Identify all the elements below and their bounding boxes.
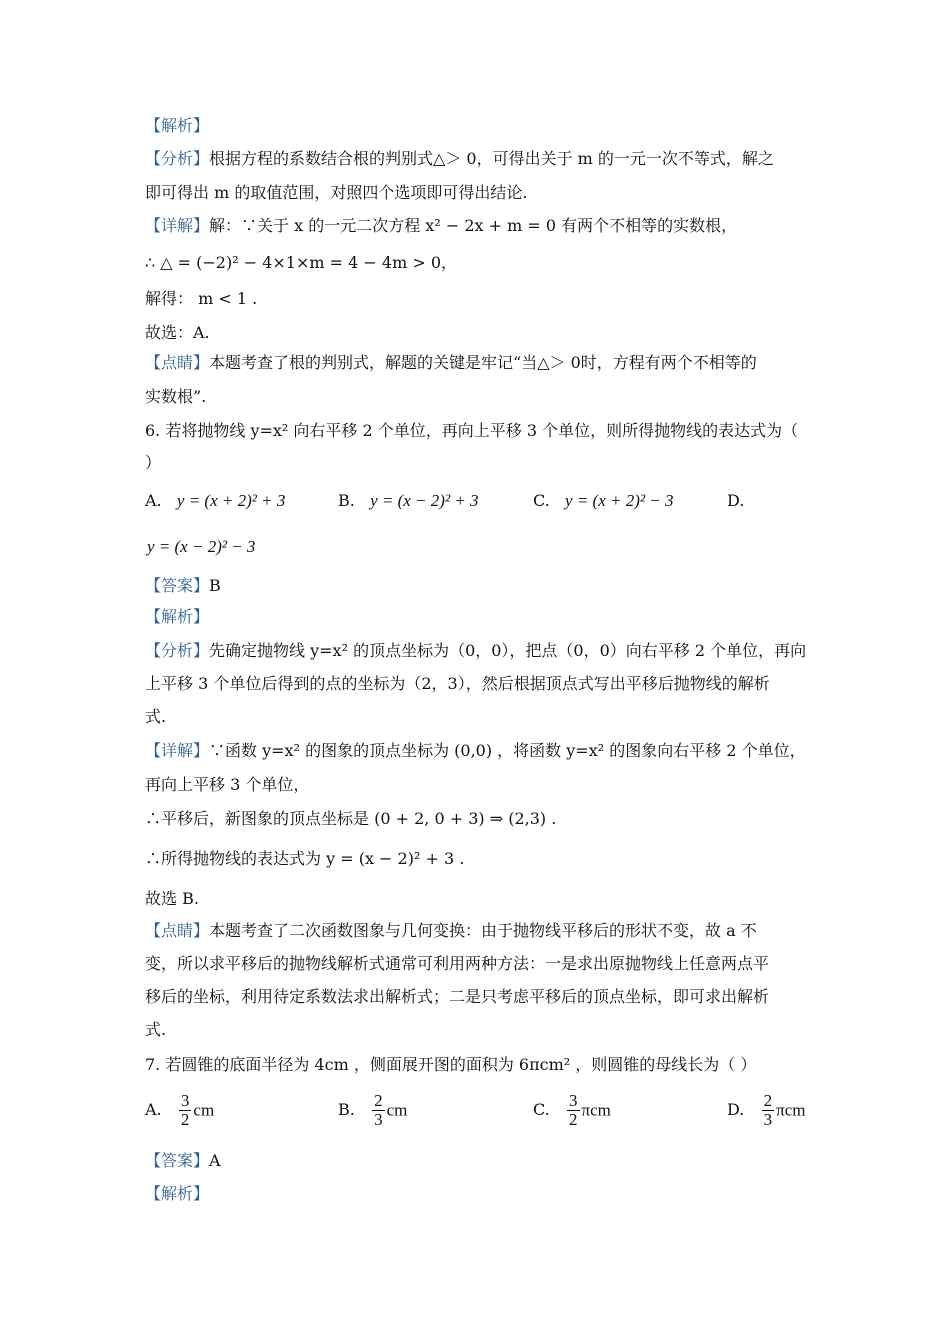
- unit: πcm: [776, 1100, 806, 1120]
- q6-option-b: [338, 490, 479, 512]
- denominator: 2: [180, 1110, 190, 1129]
- option-label: B.: [338, 1100, 355, 1119]
- fenxi-line-1: [145, 148, 774, 170]
- tag-xiangjie: 【详解】: [145, 216, 210, 235]
- q7-option-c: [533, 1092, 611, 1129]
- fraction: [567, 1092, 580, 1129]
- jiexi-heading: [145, 115, 209, 137]
- q6-option-d-label: D.: [727, 491, 745, 510]
- choice-line: 故选：A.: [145, 323, 210, 342]
- unit: πcm: [581, 1100, 611, 1120]
- q6-dianjing-line-4: 式.: [145, 1020, 167, 1039]
- answer-value: A: [209, 1151, 221, 1170]
- q6-dianjing-line-3: 移后的坐标，利用待定系数法求出解析式；二是只考虑平移后的顶点坐标，即可求出解析: [145, 987, 770, 1006]
- tag-dianjing: 【点睛】: [145, 353, 210, 372]
- q7-answer: [145, 1150, 221, 1172]
- numerator: 3: [569, 1091, 578, 1110]
- numerator: 2: [374, 1091, 383, 1110]
- q6-dianjing-line-1: [145, 920, 757, 942]
- q6-stem-line-2: ）: [145, 453, 162, 472]
- tag-fenxi: 【分析】: [145, 149, 210, 168]
- option-expr: y = (x − 2)² + 3: [370, 491, 479, 510]
- dianjing-line-1: [145, 352, 757, 374]
- tag-daan: 【答案】: [145, 1151, 210, 1170]
- tag-jiexi: 【解析】: [145, 1184, 210, 1203]
- numerator: 2: [763, 1091, 773, 1110]
- answer-value: B: [209, 576, 221, 595]
- dianjing-text: 本题考查了二次函数图象与几何变换：由于抛物线平移后的形状不变，故 a 不: [209, 921, 757, 940]
- fraction: [179, 1092, 192, 1129]
- xiangjie-text: ∵函数 y=x² 的图象的顶点坐标为 (0,0) ，将函数 y=x² 的图象向右平移 2 个单位，: [209, 741, 806, 760]
- unit: cm: [193, 1100, 215, 1120]
- tag-jiexi: 【解析】: [145, 116, 210, 135]
- fenxi-line-2: 即可得出 m 的取值范围，对照四个选项即可得出结论.: [145, 183, 528, 202]
- solve-line: 解得： m < 1 .: [145, 289, 258, 308]
- tag-fenxi: 【分析】: [145, 641, 210, 660]
- dianjing-text: 本题考查了根的判别式，解题的关键是牢记“当△＞ 0时，方程有两个不相等的: [209, 353, 757, 372]
- q6-option-a: [145, 490, 285, 512]
- denominator: 3: [763, 1110, 773, 1129]
- q7-option-d: [727, 1092, 805, 1129]
- fraction: [372, 1092, 385, 1129]
- numerator: 3: [180, 1091, 190, 1110]
- tag-daan: 【答案】: [145, 576, 210, 595]
- dianjing-line-2: 实数根”.: [145, 387, 207, 406]
- option-expr: y = (x + 2)² − 3: [565, 491, 674, 510]
- q6-xiangjie-line-1: [145, 740, 806, 762]
- q6-choice-line: 故选 B.: [145, 889, 199, 908]
- fenxi-text: 根据方程的系数结合根的判别式△＞ 0，可得出关于 m 的一元一次不等式，解之: [209, 149, 774, 168]
- option-label: C.: [533, 1100, 550, 1119]
- q6-answer: [145, 575, 221, 597]
- q6-jiexi-heading: [145, 606, 209, 628]
- xiangjie-text: 解：∵关于 x 的一元二次方程 x² − 2x + m = 0 有两个不相等的实数根，: [209, 216, 738, 235]
- tag-jiexi: 【解析】: [145, 607, 210, 626]
- option-label: D.: [727, 1100, 745, 1119]
- tag-xiangjie: 【详解】: [145, 741, 210, 760]
- q6-stem-line-1: 6. 若将抛物线 y=x² 向右平移 2 个单位，再向上平移 3 个单位，则所得抛物线的表达式为（: [145, 421, 799, 440]
- q6-dianjing-line-2: 变，所以求平移后的抛物线解析式通常可利用两种方法：一是求出原抛物线上任意两点平: [145, 954, 770, 973]
- option-label: A.: [145, 1100, 162, 1119]
- discriminant-line: ∴ △ = (−2)² − 4×1×m = 4 − 4m > 0，: [145, 253, 458, 272]
- option-expr: y = (x + 2)² + 3: [176, 491, 286, 510]
- option-label: A.: [145, 491, 162, 510]
- q6-fenxi-line-1: [145, 640, 806, 662]
- tag-dianjing: 【点睛】: [145, 921, 210, 940]
- option-expr: y = (x − 2)² − 3: [147, 537, 256, 556]
- q6-xiangjie-line-2: 再向上平移 3 个单位，: [145, 775, 310, 794]
- q6-xiangjie-line-3: ∴平移后，新图象的顶点坐标是 (0 + 2, 0 + 3) ⇒ (2,3) .: [145, 809, 557, 828]
- q6-fenxi-line-2: 上平移 3 个单位后得到的点的坐标为（2，3），然后根据顶点式写出平移后抛物线的解析: [145, 674, 770, 693]
- q6-option-d-expr: [147, 536, 255, 558]
- q6-fenxi-line-3: 式.: [145, 707, 167, 726]
- denominator: 2: [569, 1110, 578, 1129]
- q7-jiexi-heading: [145, 1183, 209, 1205]
- option-label: B.: [338, 491, 355, 510]
- q7-option-a: [145, 1092, 214, 1129]
- q7-option-b: [338, 1092, 407, 1129]
- fraction: [762, 1092, 775, 1129]
- unit: cm: [386, 1100, 408, 1120]
- option-label: C.: [533, 491, 550, 510]
- denominator: 3: [374, 1110, 383, 1129]
- fenxi-text: 先确定抛物线 y=x² 的顶点坐标为（0，0），把点（0，0）向右平移 2 个单位，再向: [209, 641, 807, 660]
- q6-option-c: [533, 490, 673, 512]
- xiangjie-line-1: [145, 215, 737, 237]
- q7-stem: 7. 若圆锥的底面半径为 4cm ，侧面展开图的面积为 6πcm² ，则圆锥的母线长为（ ）: [145, 1055, 757, 1074]
- q6-xiangjie-line-4: ∴所得抛物线的表达式为 y = (x − 2)² + 3 .: [145, 849, 465, 868]
